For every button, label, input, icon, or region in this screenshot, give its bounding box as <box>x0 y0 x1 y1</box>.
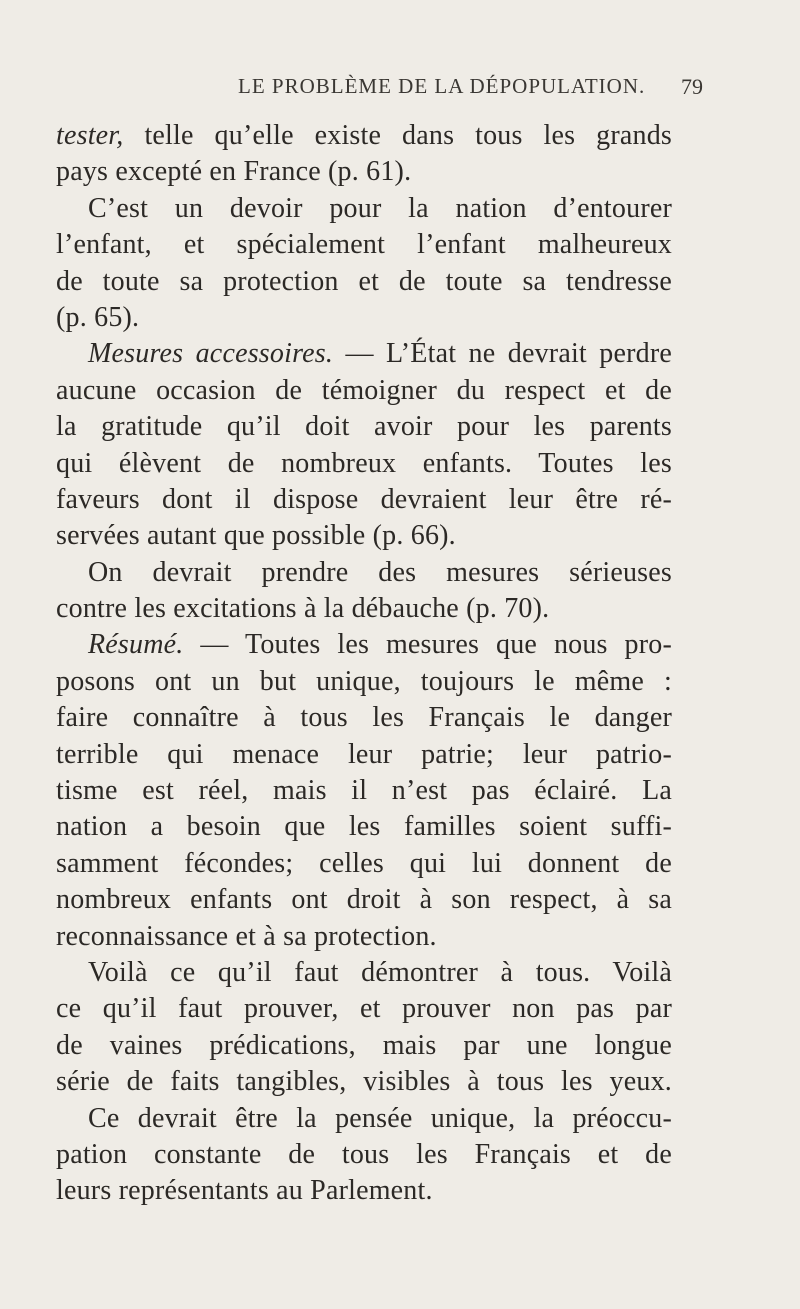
italic-word: tester, <box>56 120 124 151</box>
text-fragment: — Toutes les mesures que nous pro- <box>183 629 672 661</box>
text-line <box>56 627 672 663</box>
text-line: servées autant que possible (p. 66). <box>56 520 456 552</box>
text-line: la gratitude qu’il doit avoir pour les parents <box>56 411 672 443</box>
text-line: série de faits tangibles, visibles à tous les yeux. <box>56 1066 672 1098</box>
text-line: qui élèvent de nombreux enfants. Toutes les <box>56 447 672 479</box>
section-heading-italic: Mesures accessoires. <box>88 338 334 370</box>
text-line: tisme est réel, mais il n’est pas éclairé. La <box>56 775 672 807</box>
text-line: posons ont un but unique, toujours le même : <box>56 665 672 697</box>
text-line: terrible qui menace leur patrie; leur patrio- <box>56 738 672 770</box>
text-line: reconnaissance et à sa protection. <box>56 920 437 952</box>
text-line: (p. 65). <box>56 301 140 333</box>
text-line: faire connaître à tous les Français le danger <box>56 702 672 734</box>
text-line: nombreux enfants ont droit à son respect, à sa <box>56 884 672 916</box>
body-text <box>56 118 672 1210</box>
text-line: samment fécondes; celles qui lui donnent de <box>56 847 672 879</box>
running-title: LE PROBLÈME DE LA DÉPOPULATION. <box>238 74 646 98</box>
text-line: l’enfant, et spécialement l’enfant malheureux <box>56 229 672 261</box>
text-line: Voilà ce qu’il faut démontrer à tous. Voilà <box>88 956 672 988</box>
text-line: nation a besoin que les familles soient suffi- <box>56 811 672 843</box>
text-line: de toute sa protection et de toute sa tendresse <box>56 265 672 297</box>
text-line <box>56 118 672 154</box>
text-line: pation constante de tous les Français et de <box>56 1138 672 1170</box>
text-line <box>56 336 672 372</box>
text-line: ce qu’il faut prouver, et prouver non pas par <box>56 993 672 1025</box>
text-line: C’est un devoir pour la nation d’entourer <box>88 192 672 224</box>
text-line: contre les excitations à la débauche (p. 70). <box>56 593 550 625</box>
page-number: 79 <box>681 74 703 99</box>
text-fragment: telle qu’elle existe dans tous les grands <box>123 120 672 151</box>
text-line: leurs représentants au Parlement. <box>56 1175 433 1207</box>
text-line: Ce devrait être la pensée unique, la préoccu- <box>88 1102 672 1134</box>
section-heading-italic: Résumé. <box>88 629 184 661</box>
text-fragment: — L’État ne devrait perdre <box>333 338 672 370</box>
text-line: On devrait prendre des mesures sérieuses <box>88 556 672 588</box>
text-line: pays excepté en France (p. 61). <box>56 156 412 188</box>
text-line: aucune occasion de témoigner du respect et de <box>56 374 672 406</box>
text-line: faveurs dont il dispose devraient leur être ré- <box>56 483 672 515</box>
text-line: de vaines prédications, mais par une longue <box>56 1029 672 1061</box>
